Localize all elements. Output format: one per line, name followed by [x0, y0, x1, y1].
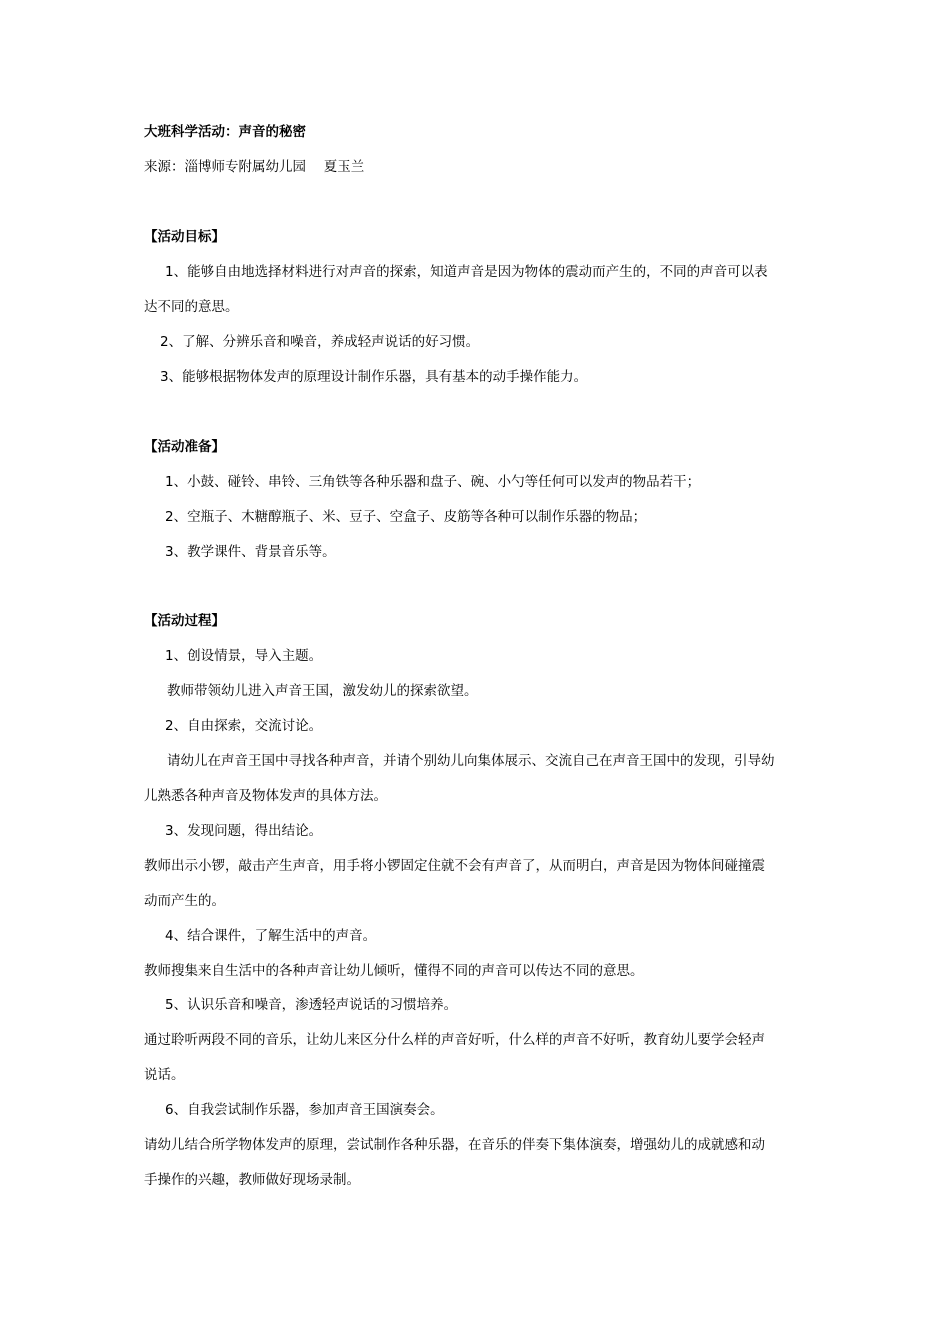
prep-item-2: 2、空瓶子、木糖醇瓶子、米、豆子、空盒子、皮筋等各种可以制作乐器的物品； [165, 509, 647, 525]
document-title: 大班科学活动：声音的秘密 [144, 124, 306, 140]
process-step-3: 3、发现问题，得出结论。 [165, 823, 323, 839]
process-step-3-line-2: 动而产生的。 [144, 893, 225, 909]
prep-item-3: 3、教学课件、背景音乐等。 [165, 544, 336, 560]
process-step-1: 1、创设情景，导入主题。 [165, 648, 323, 664]
goals-heading: 【活动目标】 [144, 229, 225, 245]
process-step-2-line-1: 请幼儿在声音王国中寻找各种声音，并请个别幼儿向集体展示、交流自己在声音王国中的发现，引导幼 [167, 753, 775, 769]
process-step-4: 4、结合课件，了解生活中的声音。 [165, 928, 377, 944]
process-step-2-line-2: 儿熟悉各种声音及物体发声的具体方法。 [144, 788, 387, 804]
document-page [144, 0, 812, 1344]
goal-item-1-line-1: 1、能够自由地选择材料进行对声音的探索，知道声音是因为物体的震动而产生的，不同的声音可以表 [165, 264, 768, 280]
process-step-6: 6、自我尝试制作乐器，参加声音王国演奏会。 [165, 1102, 444, 1118]
process-step-6-line-1: 请幼儿结合所学物体发声的原理，尝试制作各种乐器，在音乐的伴奏下集体演奏，增强幼儿的成就感和动 [144, 1137, 765, 1153]
process-step-5: 5、认识乐音和噪音，渗透轻声说话的习惯培养。 [165, 997, 458, 1013]
goal-item-2: 2、了解、分辨乐音和噪音，养成轻声说话的好习惯。 [160, 334, 480, 350]
process-step-2: 2、自由探索，交流讨论。 [165, 718, 323, 734]
prep-item-1: 1、小鼓、碰铃、串铃、三角铁等各种乐器和盘子、碗、小勺等任何可以发声的物品若干； [165, 474, 701, 490]
process-step-4-text: 教师搜集来自生活中的各种声音让幼儿倾听，懂得不同的声音可以传达不同的意思。 [144, 963, 644, 979]
process-step-6-line-2: 手操作的兴趣，教师做好现场录制。 [144, 1172, 360, 1188]
process-step-3-line-1: 教师出示小锣，敲击产生声音，用手将小锣固定住就不会有声音了，从而明白，声音是因为物体间碰撞震 [144, 858, 765, 874]
prep-heading: 【活动准备】 [144, 439, 225, 455]
goal-item-3: 3、能够根据物体发声的原理设计制作乐器，具有基本的动手操作能力。 [160, 369, 588, 385]
process-step-1-text: 教师带领幼儿进入声音王国，激发幼儿的探索欲望。 [167, 683, 478, 699]
process-step-5-line-1: 通过聆听两段不同的音乐，让幼儿来区分什么样的声音好听，什么样的声音不好听，教育幼儿要学会轻声 [144, 1032, 765, 1048]
process-step-5-line-2: 说话。 [144, 1067, 185, 1083]
process-heading: 【活动过程】 [144, 613, 225, 629]
goal-item-1-line-2: 达不同的意思。 [144, 299, 239, 315]
document-source: 来源：淄博师专附属幼儿园 夏玉兰 [144, 159, 365, 175]
